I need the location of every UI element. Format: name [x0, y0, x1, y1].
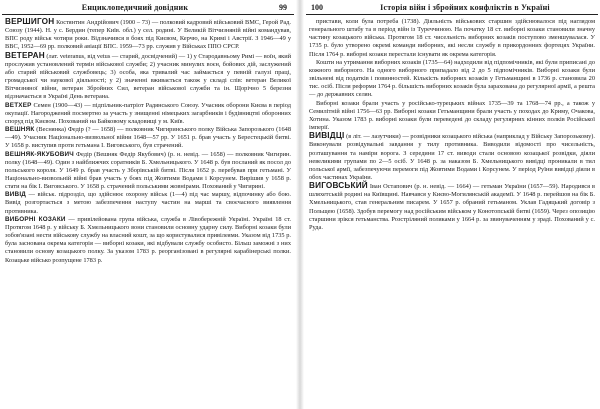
entry-text: Федір (Вешняк Федір Якубович) (р. н. невід. — 1658) — полковник Чигирин. полку (1648—49). Один з найближчих соратників Б. Хмельницького. У 1648 р. був посланий як посол до польського короля. У 1649 р. брав участь у Зборівській битві. Після 1652 р. перебував при гетьмані. У Національно-визвольній війні брав участь у боях під Жовтими Водами і Корсунем. Вирішив у 1658 р. стати на бік І. Виговського. У 1658 р. страчений польськими жовнірами. Похований у Чигирині.: [5, 150, 291, 191]
entry-headword: ВЕТХЕР: [5, 101, 32, 109]
right-page-body: [304, 18, 600, 232]
entry-vyhovskyi: [309, 182, 595, 232]
entry-text: Костянтин Андрійович (1900 – 73) — полковий кадровий військовий ВМС, Герой Рад. Союзу (1944). Н. у с. Бердин (тепер Київ. обл.) у сел. родині. У Великій Вітчизняній війні командував, ВПС роду військ чотири роки. Відзначився в боях під Києвом, Керчю, на Кримі і Австрії. З 1946—49 у ВВС, 1952—69 рр. полковий авіації ВПС. 1959—73 рр. служив у Військах ППО СРСР.: [5, 19, 291, 51]
left-page-header: [0, 0, 296, 14]
entry-headword: ВИБОРНІ КОЗАКИ: [5, 215, 66, 223]
entry-vyvidtsi: [309, 132, 595, 182]
right-running-head: Історія війн і збройних конфліктів в Україні: [380, 2, 550, 12]
entry-veteran: [5, 52, 291, 102]
entry-text: — військ. підрозділ, що здійснює охорону військ (1—4) під час маршу, відпочинку або бою. Вивід розгортається з метою забезпечення наступу частин на марші та своєчасного виявлення противника.: [5, 191, 291, 215]
right-page-number: 100: [311, 2, 323, 12]
entry-vyborni-kozaky: [5, 216, 291, 265]
left-page-body: [0, 18, 296, 265]
entry-vyvid: [5, 191, 291, 215]
right-page-header: [304, 0, 600, 14]
entry-veshniak: [5, 126, 291, 150]
entry-headword: ВЕШНЯК: [5, 126, 35, 134]
entry-vershyhon: [5, 18, 291, 52]
book-gutter: [296, 0, 304, 409]
right-page: [304, 0, 600, 409]
entry-text: (Веснянка) Федір (? — 1658) — полковник Чигиринського полку Війська Запорозького (1648—49). Учасник Національно-визвольної війни 1648—57 рр. У 1651 р. брав участь у Берестецькій битві. У 1658 р. виступив проти гетьмана І. Виговського, був страчений.: [5, 126, 291, 150]
entry-vetkher: [5, 102, 291, 126]
entry-text: (в літ. — лазутчики) — розвідники козацького війська (наприклад у Війську Запорозькому). Виконували розвідувальні завдання у тилу противника. Виводили відомості про чисельність, розташування та наміри ворога. З середини 17 ст. виводи стали основою козацької розвідки, діяли невеликими групами по 2—5 осіб. У 1648 р. за наказом Б. Хмельницького вивідці проникали в тил польської армії, забезпечуючи перемоги під Жовтими Водами і Корсунем. У період Руїни вивідці діяли в обох частинах України.: [309, 133, 595, 181]
entry-headword: ВЕШНЯК-ЯКУБОВИЧ: [5, 150, 74, 158]
left-running-head: Енциклопедичний довідник: [81, 2, 189, 12]
left-page-number: 99: [279, 2, 287, 12]
entry-text: Семен (1900—43) — підпільник-патріот Радянського Союзу. Учасник оборони Києва в період окупації. Нагороджений посмертно за участь у знищенні німецьких загарбників і будівництві оборонних споруд під Києвом. Похований на Байковому кладовищі у м. Київ.: [5, 101, 291, 125]
entry-text: Іван Остапович (р. н. невід. — 1664) — гетьман України (1657—59). Народився в шляхетській родині на Київщині. Навчався у Києво-Могилянській академії. У 1648 р. перейшов на бік Б. Хмельницького, став генеральним писарем. У 1657 р. обраний гетьманом. Уклав Гадяцький договір з Польщею (1658). Здобув перемогу над російським військом у Конотопській битві (1659). Через опозицію старшини зрікся гетьманства. Розстріляний поляками у 1664 р. за звинуваченням у зраді. Похований у с. Руда.: [309, 183, 595, 231]
entry-headword: ВИВІД: [5, 191, 27, 199]
entry-headword: ВИГОВСЬКИЙ: [309, 181, 368, 191]
continuation-paragraph: Кошти на утримання виборних козаків (1735—64) надходили від підпомічників, які були приписані до кожного виборного. На одного виборного припадало від 2 до 5 підпомічників. Виборні козаки були звільнені від податків і повинностей. Кількість виборних козаків у Гетьманщині в 1736 р. становила 20 тис. осіб. Після реформи 1764 р. більшість виборних козаків була зарахована до регулярної армії, а решта — до державних селян.: [309, 58, 595, 99]
right-header-rule: [306, 14, 598, 15]
continuation-paragraph: Виборні козаки брали участь у російсько-турецьких війнах 1735—39 та 1768—74 рр., а також у Семилітній війні 1756—63 рр. Виборні козаки Гетьманщини брали участь у походах до Криму, Очакова, Хотина. Указом 1783 р. виборні козаки були переведені до складу регулярних кінних полків Російської імперії.: [309, 99, 595, 132]
entry-text: — привілейована група війська, служба в Лівобережній Україні. Україні 18 ст. Протягом 1648 р. у війську Б. Хмельницького вони становили основну ударну силу. Виборні козаки були зобов'язані нести військову службу на власний кошт, за що користувалися привілеями. Указом від 1735 р. була заснована окрема категорія — виборні козаки, які відбували службу особисто. Більш заможні з них становили основу козацького полку. За указом 1783 р. реорганізовані в регулярні карабінерські полки. Козацьке військо розпущене 1783 р.: [5, 215, 291, 264]
left-header-rule: [2, 14, 294, 15]
entry-veshniak-yakubovych: [5, 151, 291, 192]
entry-headword: ВИВІДЦІ: [309, 131, 345, 141]
left-page: [0, 0, 296, 409]
continuation-paragraph: пристави, коли була потреба (1738). Діяльність військових старшин здійснювалося під наглядом генерального штабу та в період війн із Туреччиною. На початку 18 ст. виборні козаки становили значну частину козацького війська. Протягом 18 ст. чисельність виборних козаків поступово зменшувалася. У 1735 р. було утворено окремі команди виборних, які несли службу в прикордонних фортецях України. Після 1764 р. виборні козаки перестали існувати як окрема категорія.: [309, 18, 595, 58]
entry-headword: ВЕТЕРАН: [5, 50, 45, 60]
entry-headword: ВЕРШИГОН: [5, 17, 55, 26]
entry-text: (лат. veteranus, від vetus — старий, досвідчений) — 1) у Стародавньому Римі — воїн, який прослужив установлений термін військової служби; 2) учасник минулих воєн, бойових дій, заслужений або старий військовий службовець; 3) особа, яка тривалий час займається у певній галузі праці, громадської чи наукової діяльності; у 2) значенні вживається також у складі слів: ветеран Великої Вітчизняної війни, ветеран Збройних Сил, ветеран військової служби та ін. Щорічно 5 березня відзначається в Україні День ветерана.: [5, 52, 291, 101]
